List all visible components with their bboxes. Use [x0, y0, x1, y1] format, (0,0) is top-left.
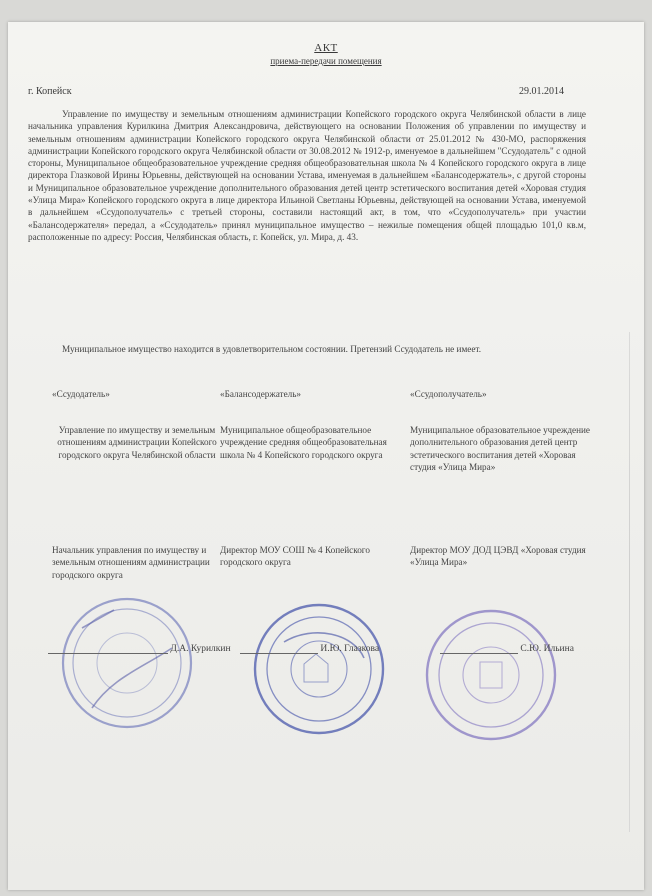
signature-holder — [240, 644, 379, 654]
stamp-lender — [52, 588, 202, 738]
signature-line — [240, 653, 318, 654]
document-page — [8, 22, 644, 890]
signer-lender: Д.А. Курилкин — [170, 644, 231, 654]
party-org-borrower: Муниципальное образовательное учреждение дополнительного образования детей центр эстетического воспитания детей «Хоровая студия «Улица Мира» — [410, 425, 590, 472]
document-date: 29.01.2014 — [519, 86, 564, 97]
condition-paragraph: Муниципальное имущество находится в удовлетворительном состоянии. Претензий Ссудодатель не имеет. — [62, 344, 482, 354]
title-block — [8, 42, 644, 66]
stamp-studio — [416, 600, 566, 750]
document-title: АКТ — [314, 42, 338, 54]
party-role-borrower: «Ссудополучатель» — [410, 389, 487, 399]
stamp-school — [244, 594, 394, 744]
signature-borrower — [440, 644, 574, 654]
main-paragraph: Управление по имуществу и земельным отношениям администрации Копейского городского округа Челябинской области в лице начальника управления Курилкина Дмитрия Александровича, действующего на основании Положения об управлении по имуществу и земельным отношениям администрации Копейского городского округа Челябинской области от 25.01.2012 № 430-МО, распоряжения администрации Копейского городского округа Челябинской области от 30.08.2012 № 1912-р, именуемое в дальнейшем "Ссудодатель" с одной стороны, Муниципальное общеобразовательное учреждение средняя общеобразовательная школа № 4 Копейского городского округа в лице директора Глазковой Ирины Юрьевны, действующей на основании Устава, именуемая в дальнейшем «Балансодержатель», с другой стороны и Муниципальное образовательное учреждение дополнительного образования детей центр эстетического воспитания детей «Хоровая студия «Улица Мира» Копейского городского округа в лице директора Ильиной Светланы Юрьевны, действующей на основании Устава, именуемой в дальнейшем «Ссудополучатель» с третьей стороны, составили настоящий акт, в том, что «Ссудополучатель» при участии «Балансодержателя» передал, а «Ссудодатель» принял муниципальное имущество – нежилые помещения общей площадью 101,0 кв.м, расположенные по адресу: Россия, Челябинская область, г. Копейск, ул. Мира, д. 43. — [28, 109, 586, 242]
party-position-lender: Начальник управления по имуществу и земельным отношениям администрации городского округа — [52, 545, 210, 580]
document-subtitle: приема-передачи помещения — [270, 56, 382, 66]
signer-holder: И.Ю. Глазкова — [320, 644, 380, 654]
signature-lender — [48, 644, 231, 654]
party-org-lender: Управление по имуществу и земельным отношениям администрации Копейского городского округа Челябинской области — [57, 425, 217, 460]
party-role-lender: «Ссудодатель» — [52, 389, 110, 399]
signature-line — [440, 653, 518, 654]
page-edge-mark — [629, 332, 630, 832]
party-position-borrower: Директор МОУ ДОД ЦЭВД «Хоровая студия «Улица Мира» — [410, 545, 586, 568]
party-org-holder: Муниципальное общеобразовательное учреждение средняя общеобразовательная школа № 4 Копейского городского округа — [220, 425, 387, 460]
party-position-holder: Директор МОУ СОШ № 4 Копейского городского округа — [220, 545, 370, 568]
signature-line — [48, 653, 168, 654]
party-role-holder: «Балансодержатель» — [220, 389, 302, 399]
city: г. Копейск — [28, 86, 72, 97]
signer-borrower: С.Ю. Ильина — [520, 644, 574, 654]
